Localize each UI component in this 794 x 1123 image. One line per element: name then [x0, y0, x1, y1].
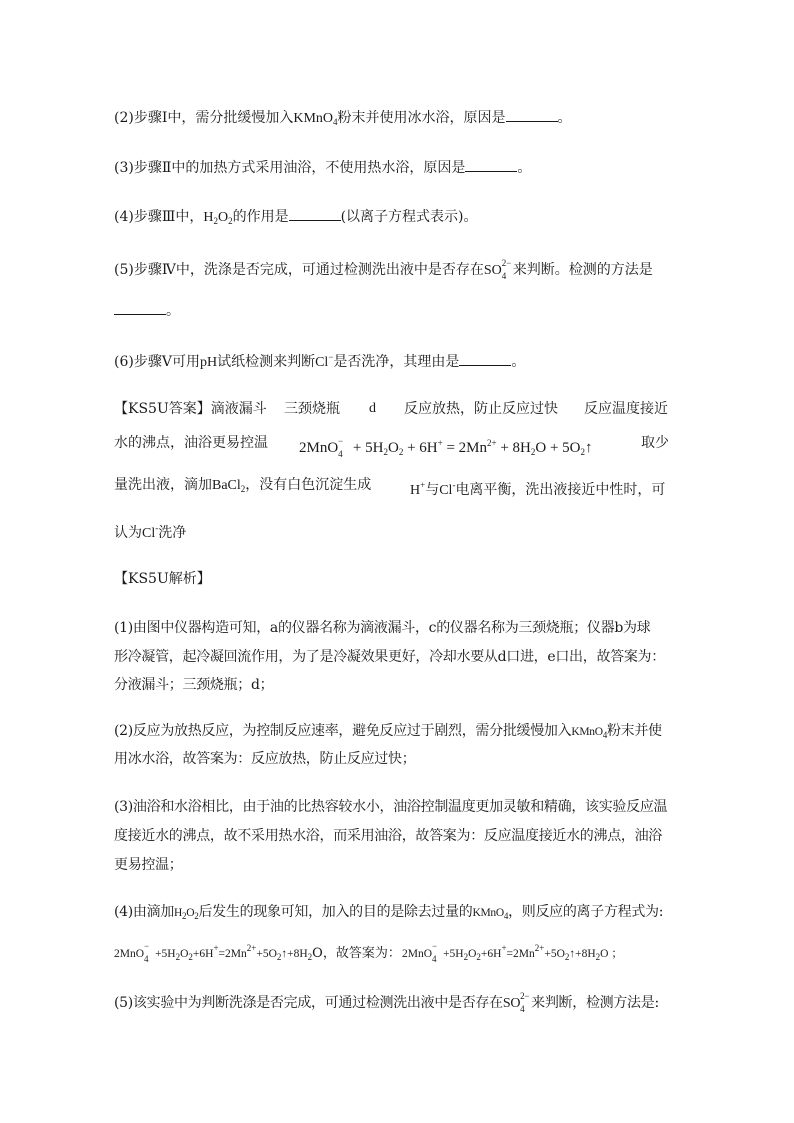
formula-o: O [186, 907, 195, 919]
formula-h: H [174, 907, 183, 919]
formula-subscript: 2 [194, 911, 199, 921]
question-4-text-rest: 的作用是 [232, 209, 289, 225]
analysis-p1-l3 [114, 675, 273, 695]
formula-subscript: 2 [580, 447, 585, 457]
analysis-p2-l1 [114, 721, 662, 745]
formula-subscript: 2 [463, 952, 469, 962]
eq-part: O + 5O [535, 440, 581, 456]
question-4 [114, 206, 478, 231]
formula-so4: SO [483, 263, 502, 278]
answer-blank[interactable] [114, 300, 166, 315]
answer-5-cont: 水的沸点，油浴更易控温 [114, 435, 268, 451]
analysis-text: (4)由滴加 [114, 904, 175, 920]
formula-supsub [501, 258, 513, 281]
answer-7-rest: ，没有白色沉淀生成 [245, 477, 372, 493]
analysis-equation-1 [114, 941, 401, 964]
question-5-text: (5)步骤Ⅳ中，洗涤是否完成，可通过检测洗出液中是否存在 [114, 262, 484, 278]
analysis-text: (1)由图中仪器构造可知，a的仪器名称为滴液漏斗，c的仪器名称为三颈烧瓶；仪器b为球 [114, 620, 651, 636]
formula-superscript: 2− [520, 991, 530, 1001]
answer-8-text: 与 [425, 482, 440, 498]
eq-part: O [468, 948, 477, 960]
formula-superscript: + [437, 438, 443, 448]
eq-part: +5O [544, 948, 565, 960]
formula-superscript: 2+ [486, 438, 497, 448]
eq-part: =2Mn [506, 948, 535, 960]
answer-8 [410, 475, 665, 501]
formula-kmno4: KMnO [571, 726, 603, 738]
eq-part: O ； [600, 948, 623, 960]
period: 。 [511, 354, 526, 370]
formula-ph: pH [199, 355, 218, 370]
formula-superscript: + [420, 480, 426, 490]
answer-8-end: 洗净 [158, 525, 187, 541]
formula-supsub [432, 941, 443, 964]
eq-part: O，故答案为： [312, 946, 401, 961]
formula-subscript: 4 [520, 1004, 525, 1014]
formula-subscript: 4 [432, 954, 437, 964]
formula-superscript: − [328, 352, 334, 362]
formula-subscript: 4 [333, 117, 338, 127]
answer-2: 三颈烧瓶 [284, 401, 340, 417]
eq-part: +6H [480, 948, 502, 960]
formula-subscript: 4 [501, 271, 507, 281]
formula-kmno4: KMnO [472, 907, 504, 919]
formula-h: H [410, 483, 421, 498]
formula-subscript: 2 [595, 952, 601, 962]
formula-kmno4: KMnO [293, 111, 334, 126]
analysis-p4-l1 [114, 902, 663, 926]
eq-part: ↑+8H [569, 948, 596, 960]
eq-part: +5O [256, 948, 277, 960]
formula-subscript: 2 [564, 952, 570, 962]
eq-part: + 5H [349, 440, 384, 456]
eq-part: O [135, 948, 145, 960]
formula-superscript: + [213, 943, 219, 953]
answer-blank[interactable] [506, 107, 558, 122]
analysis-p3-l3 [114, 855, 183, 875]
up-arrow: ↑ [584, 440, 593, 456]
period: 。 [166, 303, 180, 319]
answer-equation [299, 433, 592, 462]
formula-subscript: 2 [228, 216, 233, 226]
formula-subscript: 2 [476, 952, 481, 962]
formula-superscript: + [501, 943, 507, 953]
analysis-text: 粉末并使 [606, 723, 662, 739]
formula-subscript: 2 [188, 952, 193, 962]
question-4-hint: (以离子方程式表示)。 [340, 209, 478, 225]
answer-8-rest: 电离平衡，洗出液接近中性时，可 [455, 482, 666, 498]
answer-line-4 [114, 518, 186, 544]
answer-4: 反应放热，防止反应过快 [404, 401, 558, 417]
formula-subscript: 4 [503, 911, 509, 921]
formula-subscript: 2 [175, 952, 181, 962]
question-5-text-rest: 来判断。检测的方法是 [512, 262, 653, 278]
period: 。 [557, 110, 572, 126]
eq-part: + 8H [496, 440, 531, 456]
analysis-text: (2)反应为放热反应，为控制反应速率，避免反应过于剧烈，需分批缓慢加入 [114, 723, 572, 739]
formula-superscript: 2− [501, 258, 512, 268]
question-3 [114, 157, 531, 178]
formula-cl: Cl [315, 355, 329, 370]
formula-superscript: 2+ [246, 943, 257, 953]
formula-subscript: 2 [530, 447, 536, 457]
formula-superscript: - [155, 523, 159, 533]
question-6 [114, 347, 525, 373]
formula-superscript: − [432, 941, 438, 951]
analysis-text: ，则反应的离子方程式为: [508, 904, 664, 920]
analysis-text: 形冷凝管，起冷凝回流作用，为了是冷凝效果更好，冷却水要从d口进，e口出，故答案为： [114, 649, 665, 665]
analysis-text: 后发生的现象可知，加入的目的是除去过量的 [198, 904, 473, 920]
analysis-text: 更易控温； [114, 857, 183, 873]
eq-part: O [180, 948, 189, 960]
eq-part: =2Mn [218, 948, 247, 960]
analysis-p5-l1 [114, 993, 659, 1014]
formula-subscript: 4 [144, 954, 149, 964]
answer-blank[interactable] [289, 206, 341, 221]
analysis-equation-2 [402, 938, 623, 967]
formula-superscript: 2+ [534, 943, 545, 953]
answer-blank[interactable] [459, 351, 511, 366]
answer-blank[interactable] [465, 157, 517, 172]
answer-3: d [369, 401, 376, 416]
formula-cl: Cl [439, 483, 453, 498]
formula-s: S [502, 996, 511, 1011]
formula-superscript: − [338, 436, 344, 446]
question-2-text: (2)步骤Ⅰ中，需分批缓慢加入 [114, 110, 294, 126]
question-6-text-rest: 是否洗净，其理由是 [333, 354, 460, 370]
formula-subscript: 2 [276, 952, 282, 962]
formula-superscript: − [144, 941, 150, 951]
answer-label: 【KS5U答案】 [114, 401, 211, 417]
analysis-p1-l2 [114, 647, 665, 667]
analysis-p3-l2 [114, 826, 662, 846]
eq-part: +5H [443, 948, 464, 960]
formula-cl: Cl [142, 526, 156, 541]
question-6-text: (6)步骤Ⅴ可用 [114, 354, 200, 370]
formula-supsub [338, 436, 349, 459]
eq-part: +5H [155, 948, 176, 960]
answer-8-cont: 认为 [114, 525, 142, 541]
answer-line-3 [114, 475, 666, 499]
answer-7-cont: 量洗出液，滴加 [114, 477, 212, 493]
eq-part: 2Mn [402, 948, 424, 960]
eq-part: O [423, 948, 433, 960]
analysis-text: (5)该实验中为判断洗涤是否完成，可通过检测洗出液中是否存在 [114, 995, 503, 1011]
formula-o: O [217, 210, 229, 225]
analysis-p4-l2 [114, 938, 623, 967]
formula-subscript: 2 [213, 216, 218, 226]
question-3-text: (3)步骤Ⅱ中的加热方式采用油浴，不使用热水浴，原因是 [114, 160, 466, 176]
analysis-text: 度接近水的沸点，故不采用热水浴，而采用油浴，故答案为：反应温度接近水的沸点，油浴 [114, 828, 662, 844]
formula-supsub [520, 991, 531, 1014]
formula-subscript: 2 [398, 447, 404, 457]
answer-line-1 [114, 399, 668, 419]
analysis-heading: 【KS5U解析】 [114, 571, 211, 587]
formula-superscript: - [452, 480, 456, 490]
eq-part: ↑+8H [281, 948, 308, 960]
formula-supsub [144, 941, 155, 964]
period: 。 [517, 160, 532, 176]
eq-part: 2Mn [114, 948, 136, 960]
eq-part: 2MnO [299, 440, 339, 456]
formula-subscript: 4 [602, 730, 607, 740]
answer-1: 滴液漏斗 [210, 401, 267, 417]
analysis-p2-l2 [114, 749, 415, 769]
question-2-text-rest: 粉末并使用冰水浴，原因是 [337, 110, 506, 126]
eq-part: = 2Mn [442, 440, 487, 456]
formula-bacl2: BaCl [212, 478, 241, 493]
formula-h: H [203, 210, 214, 225]
eq-part: + 6H [403, 440, 438, 456]
analysis-text: 分液漏斗；三颈烧瓶；d； [114, 677, 274, 693]
answer-line-2 [114, 433, 669, 459]
formula-subscript: 4 [338, 449, 343, 459]
question-5-line-2 [114, 300, 180, 321]
formula-subscript: 2 [182, 911, 187, 921]
eq-part: +6H [192, 948, 214, 960]
analysis-text: (3)油浴和水浴相比，由于油的比热容较水小，油浴控制温度更加灵敏和精确，该实验反应温 [114, 799, 668, 815]
question-4-text: (4)步骤Ⅲ中， [114, 209, 204, 225]
answer-5: 反应温度接近 [584, 401, 668, 417]
analysis-text: 用冰水浴，故答案为：反应放热，防止反应过快； [114, 751, 416, 767]
analysis-p3-l1 [114, 797, 667, 817]
answer-7: 取少 [641, 435, 669, 451]
formula-subscript: 2 [240, 484, 246, 494]
analysis-text: 来判断，检测方法是: [531, 995, 659, 1011]
formula-subscript: 2 [307, 952, 313, 962]
question-5-line-1 [114, 260, 653, 281]
question-6-text-mid: 试纸检测来判断 [217, 354, 316, 370]
formula-o: O [510, 996, 521, 1011]
question-2 [114, 107, 572, 132]
formula-subscript: 2 [383, 447, 388, 457]
analysis-label [114, 569, 211, 589]
eq-part: O [387, 440, 399, 456]
analysis-p1-l1 [114, 618, 650, 638]
